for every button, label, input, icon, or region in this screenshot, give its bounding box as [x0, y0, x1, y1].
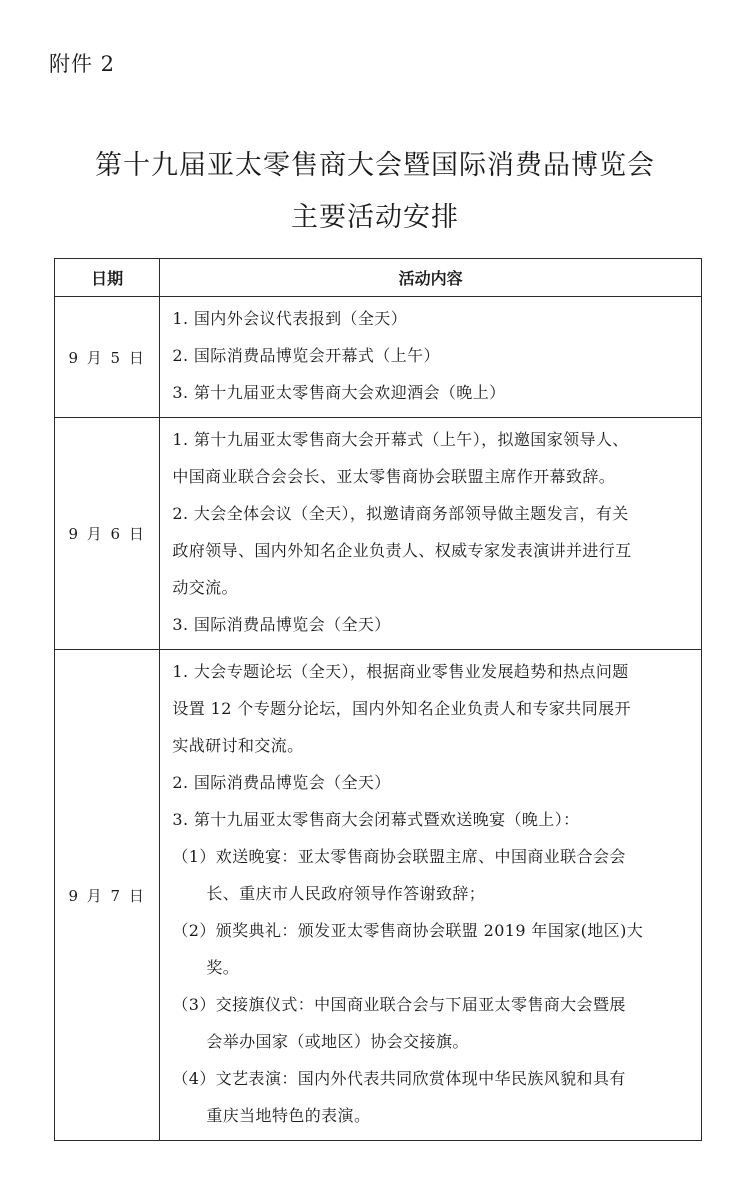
table-header-row — [55, 259, 702, 297]
table-row — [55, 297, 702, 418]
row-date: 9 月 7 日 — [55, 650, 160, 1141]
activity-subitem: （3）交接旗仪式：中国商业联合会与下届亚太零售商大会暨展 — [172, 995, 626, 1014]
row-date: 9 月 5 日 — [55, 297, 160, 418]
activity-subitem-cont: 长、重庆市人民政府领导作答谢致辞； — [206, 884, 486, 903]
activity-subitem: （1）欢送晚宴：亚太零售商协会联盟主席、中国商业联合会会 — [172, 847, 626, 866]
table-row — [55, 418, 702, 650]
schedule-table — [54, 258, 702, 1141]
document-title-line2: 主要活动安排 — [291, 202, 459, 233]
header-date: 日期 — [55, 259, 160, 297]
activity-subitem: （2）颁奖典礼：颁发亚太零售商协会联盟 2019 年国家(地区)大 — [172, 921, 644, 940]
activity-line: 3. 第十九届亚太零售商大会闭幕式暨欢送晚宴（晚上）： — [172, 810, 580, 829]
activity-line: 2. 国际消费品博览会开幕式（上午） — [172, 346, 440, 365]
activity-line: 1. 国内外会议代表报到（全天） — [172, 309, 408, 328]
row-activities — [160, 297, 702, 418]
activity-line: 1. 第十九届亚太零售商大会开幕式（上午），拟邀国家领导人、 — [172, 430, 629, 449]
activity-line: 实战研讨和交流。 — [172, 736, 304, 755]
activity-line: 1. 大会专题论坛（全天），根据商业零售业发展趋势和热点问题 — [172, 662, 629, 681]
document-title-line1: 第十九届亚太零售商大会暨国际消费品博览会 — [95, 150, 655, 181]
activity-line: 政府领导、国内外知名企业负责人、权威专家发表演讲并进行互 — [172, 541, 632, 560]
activity-line: 2. 大会全体会议（全天），拟邀请商务部领导做主题发言，有关 — [172, 504, 629, 523]
activity-line: 2. 国际消费品博览会（全天） — [172, 773, 391, 792]
row-activities — [160, 418, 702, 650]
row-activities — [160, 650, 702, 1141]
row-date: 9 月 6 日 — [55, 418, 160, 650]
activity-subitem-cont: 奖。 — [206, 958, 240, 977]
activity-subitem: （4）文艺表演：国内外代表共同欣赏体现中华民族风貌和具有 — [172, 1069, 626, 1088]
activity-line: 3. 第十九届亚太零售商大会欢迎酒会（晚上） — [172, 383, 506, 402]
activity-line: 3. 国际消费品博览会（全天） — [172, 615, 391, 634]
activity-line: 设置 12 个专题分论坛，国内外知名企业负责人和专家共同展开 — [172, 699, 631, 718]
attachment-label: 附件 2 — [49, 52, 116, 76]
activity-subitem-cont: 重庆当地特色的表演。 — [206, 1106, 371, 1125]
activity-line: 中国商业联合会会长、亚太零售商协会联盟主席作开幕致辞。 — [172, 467, 616, 486]
header-activity: 活动内容 — [160, 259, 702, 297]
table-row — [55, 650, 702, 1141]
activity-subitem-cont: 会举办国家（或地区）协会交接旗。 — [206, 1032, 469, 1051]
activity-line: 动交流。 — [172, 578, 238, 597]
